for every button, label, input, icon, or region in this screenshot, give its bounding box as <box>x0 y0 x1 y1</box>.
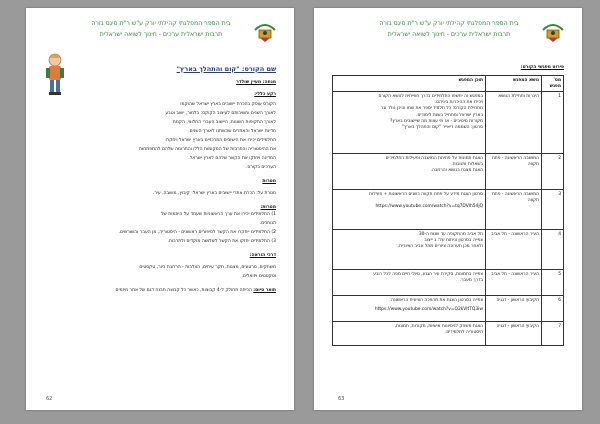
evaluation-text: הכיתה תחולק ל-4 קבוצות, כאשר כל קבוצה תבנה דגם של אתר מיזמים <box>115 288 252 293</box>
page-header <box>48 18 274 50</box>
video-link[interactable]: https://www.youtube.com/watch?v=tq7DVlh54jQ <box>375 204 483 210</box>
video-link[interactable]: https://www.youtube.com/watch?v=Q2kVltTQ3iw <box>374 307 483 313</box>
table-header-topic: נושא המפגש <box>486 76 542 92</box>
rationale-line: מדינת ישראל והאתרים שהשתנו לאורך השנים. <box>188 129 276 134</box>
goal-main: מטרת על: הכרת אתרי יישובים בארץ ישראל: קיבוץ, מושבה, עיר. <box>152 191 276 196</box>
header-line-1: בית הספר המפלגתי קהילתי יורק ע"ש ר"ת סיגס גזרה <box>91 20 231 27</box>
table-row <box>333 270 564 296</box>
cell-topic: המושבה הראשונה - פתח תקווה <box>486 154 542 190</box>
school-emblem-icon <box>540 18 566 44</box>
cell-content <box>333 92 486 154</box>
table-row <box>333 296 564 322</box>
rationale-line: התלמידים יכירו את הישובים המרכזיים בארץ ישראל ויחקרו <box>165 138 276 143</box>
content-line: היסטוריה לתלמידים. <box>445 330 483 336</box>
cell-topic: היכרות ותחילת הנושא <box>486 92 542 154</box>
content-line: צפייה בסרטון וניתוח על: ב ייצוב <box>424 238 483 244</box>
page-62 <box>26 8 294 410</box>
goals-sub-heading: מטרות: <box>260 205 276 210</box>
content-line: בשאלות ותגובות. <box>451 162 483 168</box>
evaluation-label: תוצר סיום: <box>253 288 276 293</box>
cell-num: 3 <box>542 190 564 230</box>
header-line-1: בית הספר המפלגתי קהילתי יורק ע"ש ר"ת סיגס גזרה <box>379 20 519 27</box>
cell-num: 5 <box>542 270 564 296</box>
rationale-line: לאורך השנים וחשיבותם לעיצוב הקוקס: בלמור, ישוב וטבע <box>165 111 276 116</box>
header-line-2: תרבות ישראלית ערכים - חינוך לשואה ישראלית <box>99 31 223 38</box>
school-emblem-icon <box>252 18 278 44</box>
goal-item: 2) התלמידים ייחקרו את הקשר לסיפורים ראשונים - היסטוריה, מן העבר והשורשים. <box>118 230 276 235</box>
table-row <box>333 190 564 230</box>
cell-content <box>333 296 486 322</box>
cell-topic: העיר הראשונה - תל אביב <box>486 230 542 270</box>
goals-heading: מטרות <box>262 179 276 184</box>
content-line: צפייה בתמונות, סקירת עיר הגנע, טיולי חיים מפה לכל רובע <box>373 271 483 277</box>
goal-item: 3) התלמידים יחזקו את הקשר לשלושה מוקדים ולתרבות. <box>167 239 276 244</box>
content-line: צפייה בסרטון הצגת את מהפכה הציונית הראשונה <box>391 297 483 303</box>
cell-num: 1 <box>542 92 564 154</box>
evaluation <box>44 287 276 294</box>
content-line: מקורות מיטיבים - אז מי עצות מה שיישובים בארץ? <box>389 118 483 124</box>
table-row <box>333 322 564 346</box>
cell-content <box>333 230 486 270</box>
rationale-heading: רקע כללי: <box>254 92 276 97</box>
cell-num: 7 <box>542 322 564 346</box>
methods-line: וטקסטים ויזואלים. <box>241 274 276 279</box>
cell-num: 4 <box>542 230 564 270</box>
content-line: סרטון: השממה דיאייר "קום והתהלך בארץ" <box>402 124 483 130</box>
table-header-content: תוכן המפגש <box>333 76 486 92</box>
cell-num: 2 <box>542 154 564 190</box>
page-number: 62 <box>46 396 53 402</box>
content-line: בארץ ישראל ומתחיל בשנת לימודים. <box>416 112 483 118</box>
cell-topic: הקיבוץ הראשון - דגניה <box>486 296 542 322</box>
content-line: ולאחר מכן תערוכה ציורים מתל אביב הציורית. <box>397 244 483 250</box>
content-line: הצגת משחק לניסיונות אישיות, מקורות, תמונות, <box>394 323 483 329</box>
content-line: סרטון הצגת מידע על פתח תקווה בשנים הראשונות + פעילות <box>369 191 483 197</box>
left-page-body <box>44 66 276 296</box>
content-line: תל אביב מהתקופה עד שנות ה-30 <box>418 231 483 237</box>
rationale-line: הערכים בקורס. <box>245 165 276 170</box>
table-row <box>333 92 564 154</box>
cell-content <box>333 190 486 230</box>
methods-heading: דרכי הוראה: <box>249 253 276 258</box>
cell-content <box>333 154 486 190</box>
table-row <box>333 154 564 190</box>
cell-topic: המושבה הראשונה - פתח תקווה <box>486 190 542 230</box>
content-line: בדרך מעבר. <box>459 278 483 284</box>
course-teacher: מנחה: מעיין שולדר <box>236 80 276 85</box>
cell-topic: העיר הראשונה - תל אביב <box>486 270 542 296</box>
rationale-text <box>44 101 276 171</box>
section-title: פירוט מפגשי הקורס: <box>520 65 564 70</box>
goal-item: 1) התלמידים יכירו את ערך הראשוניות שעמד על היוזמות של <box>161 212 276 217</box>
methods-line: משחקים, סרטונים, מצגות, חקר עיתים, הצלבות - הרחבת כיור, טקסטים <box>139 265 276 270</box>
cell-content <box>333 322 486 346</box>
course-title: שם הקורס: "קום והתהלך בארץ" <box>176 65 276 73</box>
content-line: מתחילת הקורס: כל תלמיד יספר את שמו והיכן נולד וגר <box>380 106 483 112</box>
content-line: הצגת תמונות על פתיחת המושבה ופעילות התלמידים <box>385 155 483 161</box>
goal-item: הנותנים. <box>259 221 276 226</box>
header-line-2: תרבות ישראלית ערכים - חינוך לשואה ישראלית <box>387 31 511 38</box>
cell-topic: הקיבוץ הראשון - דגניה <box>486 322 542 346</box>
page-63 <box>314 8 582 410</box>
page-number: 63 <box>338 396 345 402</box>
content-line: הצגת מצגת בנושא והרחבה. <box>430 168 483 174</box>
rationale-line: הקורס עוסק בהכרת יישובים בארץ ישראל שהוקמו <box>180 102 276 107</box>
rationale-line: המדינה ויחזקו את הקשר שלהם לארץ ישראל. <box>188 156 276 161</box>
sessions-table <box>332 75 564 346</box>
content-line: במפגש זה יחשפו התלמידים בדרך חווייתית לנושא הקורס <box>378 93 483 99</box>
rationale-line: לאורך התקופות השונות, היישוב העברי החלוצי, הקמת <box>172 120 276 125</box>
cell-content <box>333 270 486 296</box>
page-header <box>336 18 562 50</box>
content-line: ויכירו את ההיכרות ביניהם. <box>434 100 483 106</box>
table-row <box>333 230 564 270</box>
table-header-num: מס' מפגש <box>542 76 564 92</box>
rationale-line: את ההיסטוריה והתרבות של המקומות הללו והתרומה שלהם להתפתחות <box>139 147 276 152</box>
cell-num: 6 <box>542 296 564 322</box>
right-page-body <box>332 64 564 346</box>
table-header-row <box>333 76 564 92</box>
